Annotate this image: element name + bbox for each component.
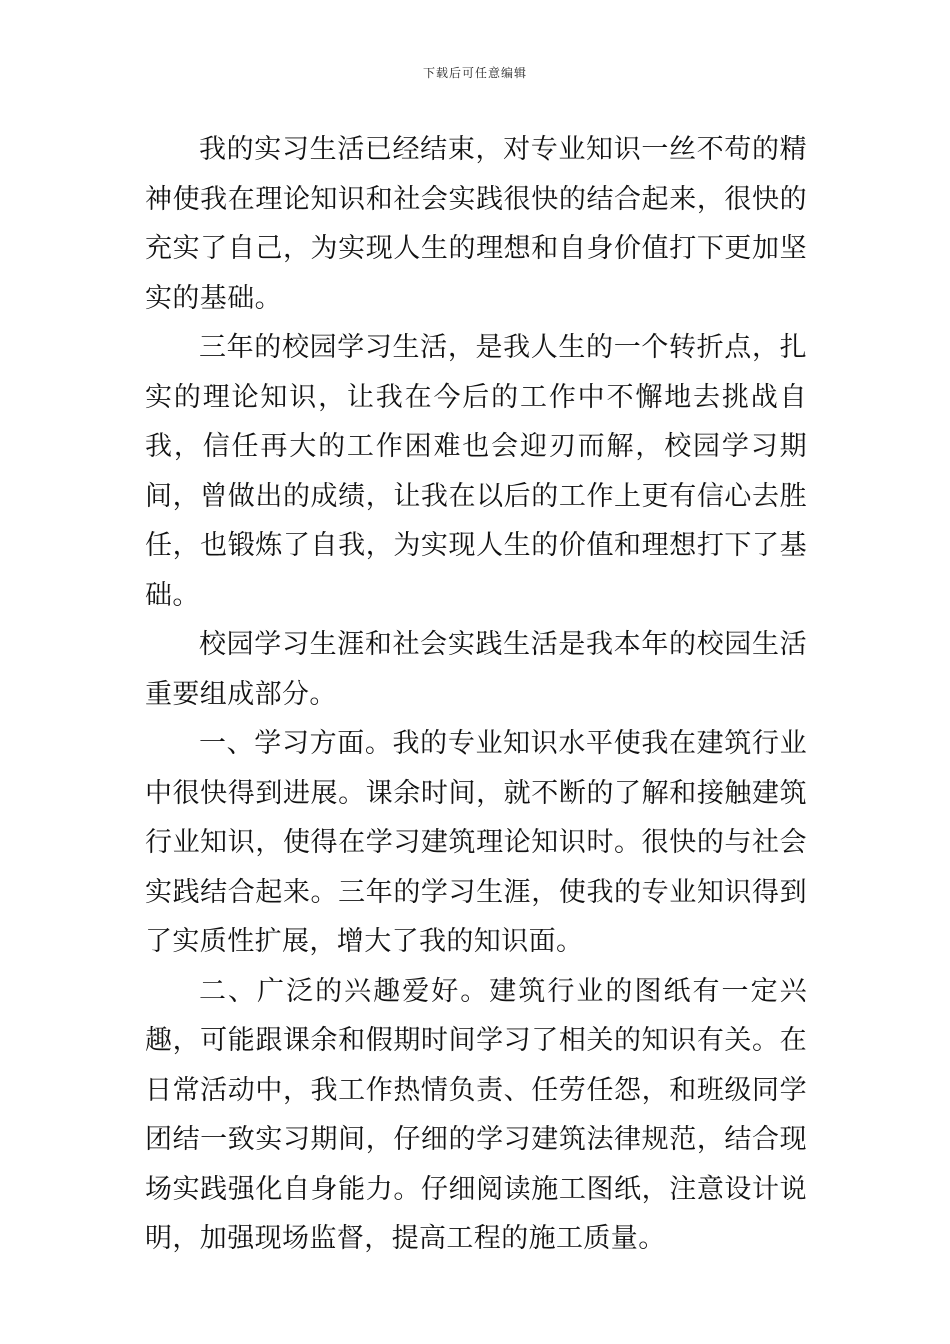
paragraph-study-aspect: 一、学习方面。我的专业知识水平使我在建筑行业中很快得到进展。课余时间，就不断的了解和接触建筑行业知识，使得在学习建筑理论知识时。很快的与社会实践结合起来。三年的学习生涯，使我的专业知识得到了实质性扩展，增大了我的知识面。 xyxy=(145,728,807,957)
paragraph-campus-study: 三年的校园学习生活，是我人生的一个转折点，扎实的理论知识，让我在今后的工作中不懈地去挑战自我，信任再大的工作困难也会迎刃而解，校园学习期间，曾做出的成绩，让我在以后的工作上更有信心去胜任，也锻炼了自我，为实现人生的价值和理想打下了基础。 xyxy=(145,332,807,611)
document-body xyxy=(145,125,807,1264)
paragraph-internship-summary: 我的实习生活已经结束，对专业知识一丝不苟的精神使我在理论知识和社会实践很快的结合起来，很快的充实了自己，为实现人生的理想和自身价值打下更加坚实的基础。 xyxy=(145,134,807,314)
paragraph-campus-life: 校园学习生涯和社会实践生活是我本年的校园生活重要组成部分。 xyxy=(145,629,807,710)
paragraph-interests: 二、广泛的兴趣爱好。建筑行业的图纸有一定兴趣，可能跟课余和假期时间学习了相关的知识有关。在日常活动中，我工作热情负责、任劳任怨，和班级同学团结一致实习期间，仔细的学习建筑法律规范，结合现场实践强化自身能力。仔细阅读施工图纸，注意设计说明，加强现场监督，提高工程的施工质量。 xyxy=(145,975,807,1254)
header-note: 下载后可任意编辑 xyxy=(422,66,527,80)
